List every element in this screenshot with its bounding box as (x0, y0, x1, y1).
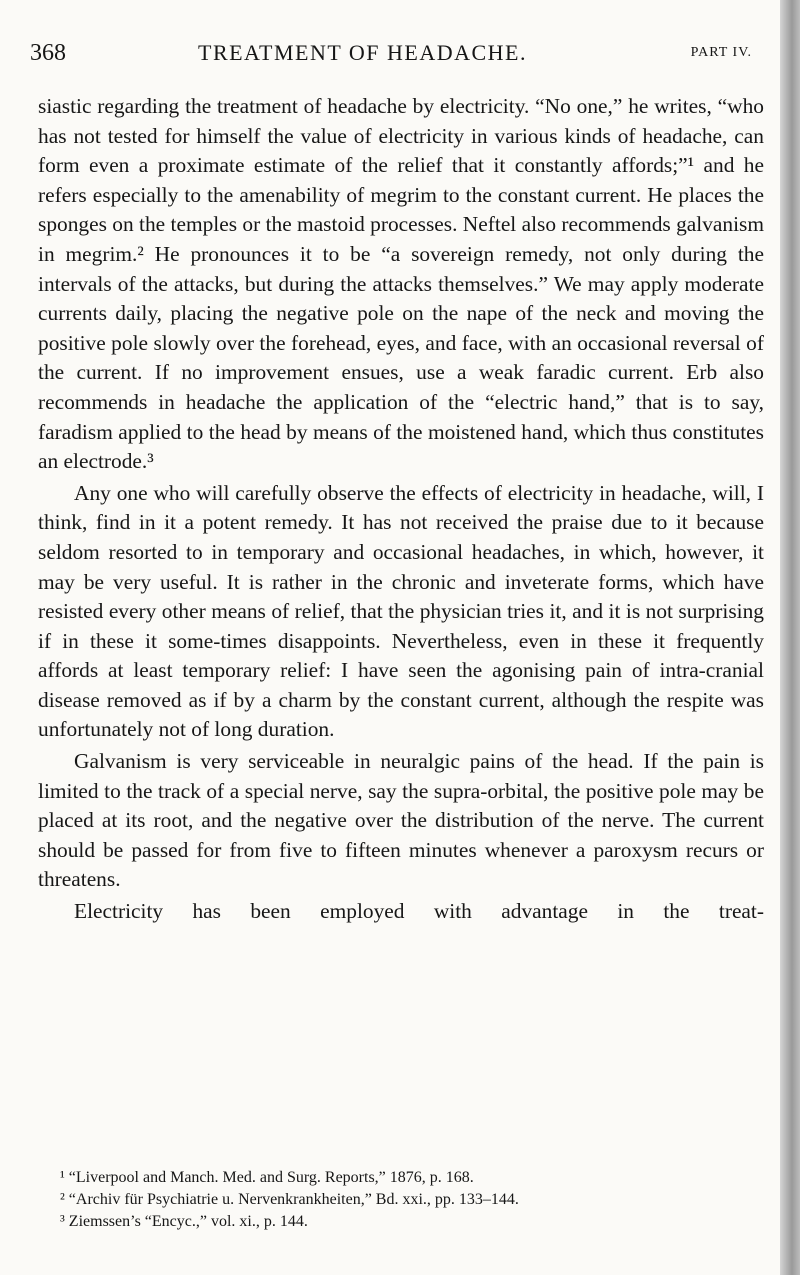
footnote-1: ¹ “Liverpool and Manch. Med. and Surg. Reports,” 1876, p. 168. (60, 1169, 474, 1186)
running-header (30, 40, 752, 76)
running-title: TREATMENT OF HEADACHE. (198, 40, 527, 65)
main-text (38, 92, 764, 927)
paragraph: Galvanism is very serviceable in neuralgic pains of the head. If the pain is limited to the track of a special nerve, say the supra-orbital, the positive pole may be placed at its root, and the negative over the distribution of the nerve. The current should be passed for from five to fifteen minutes whenever a paroxysm recurs or threatens. (38, 749, 764, 892)
footnotes (60, 1167, 760, 1233)
page-edge-shadow (780, 0, 800, 1275)
footnote-2: ² “Archiv für Psychiatrie u. Nervenkrankheiten,” Bd. xxi., pp. 133–144. (60, 1191, 519, 1208)
paragraph-truncated: Electricity has been employed with advantage in the treat- (74, 899, 764, 924)
footnote-3: ³ Ziemssen’s “Encyc.,” vol. xi., p. 144. (60, 1213, 308, 1230)
page-number: 368 (30, 40, 66, 66)
paragraph-continued: siastic regarding the treatment of headache by electricity. “No one,” he writes, “who has not tested for himself the value of electricity in various kinds of headache, can form even a proximate estimate of the relief that it constantly affords;”¹ and he refers especially to the amenability of megrim to the constant current. He places the sponges on the temples or the mastoid processes. Neftel also recommends galvanism in megrim.² He pronounces it to be “a sovereign remedy, not only during the intervals of the attacks, but during the attacks themselves.” We may apply moderate currents daily, placing the negative pole on the nape of the neck and moving the positive pole slowly over the forehead, eyes, and face, with an occasional reversal of the current. If no improvement ensues, use a weak faradic current. Erb also recommends in headache the application of the “electric hand,” that is to say, faradism applied to the head by means of the moistened hand, which thus constitutes an electrode.³ (38, 94, 764, 474)
paragraph: Any one who will carefully observe the effects of electricity in headache, will, I think, find in it a potent remedy. It has not received the praise due to it because seldom resorted to in temporary and occasional headaches, in which, however, it may be very useful. It is rather in the chronic and inveterate forms, which have resisted every other means of relief, that the physician tries it, and it is not surprising if in these it some-times disappoints. Nevertheless, even in these it frequently affords at least temporary relief: I have seen the agonising pain of intra-cranial disease removed as if by a charm by the constant current, although the respite was unfortunately not of long duration. (38, 480, 764, 742)
part-label: PART IV. (690, 45, 752, 60)
